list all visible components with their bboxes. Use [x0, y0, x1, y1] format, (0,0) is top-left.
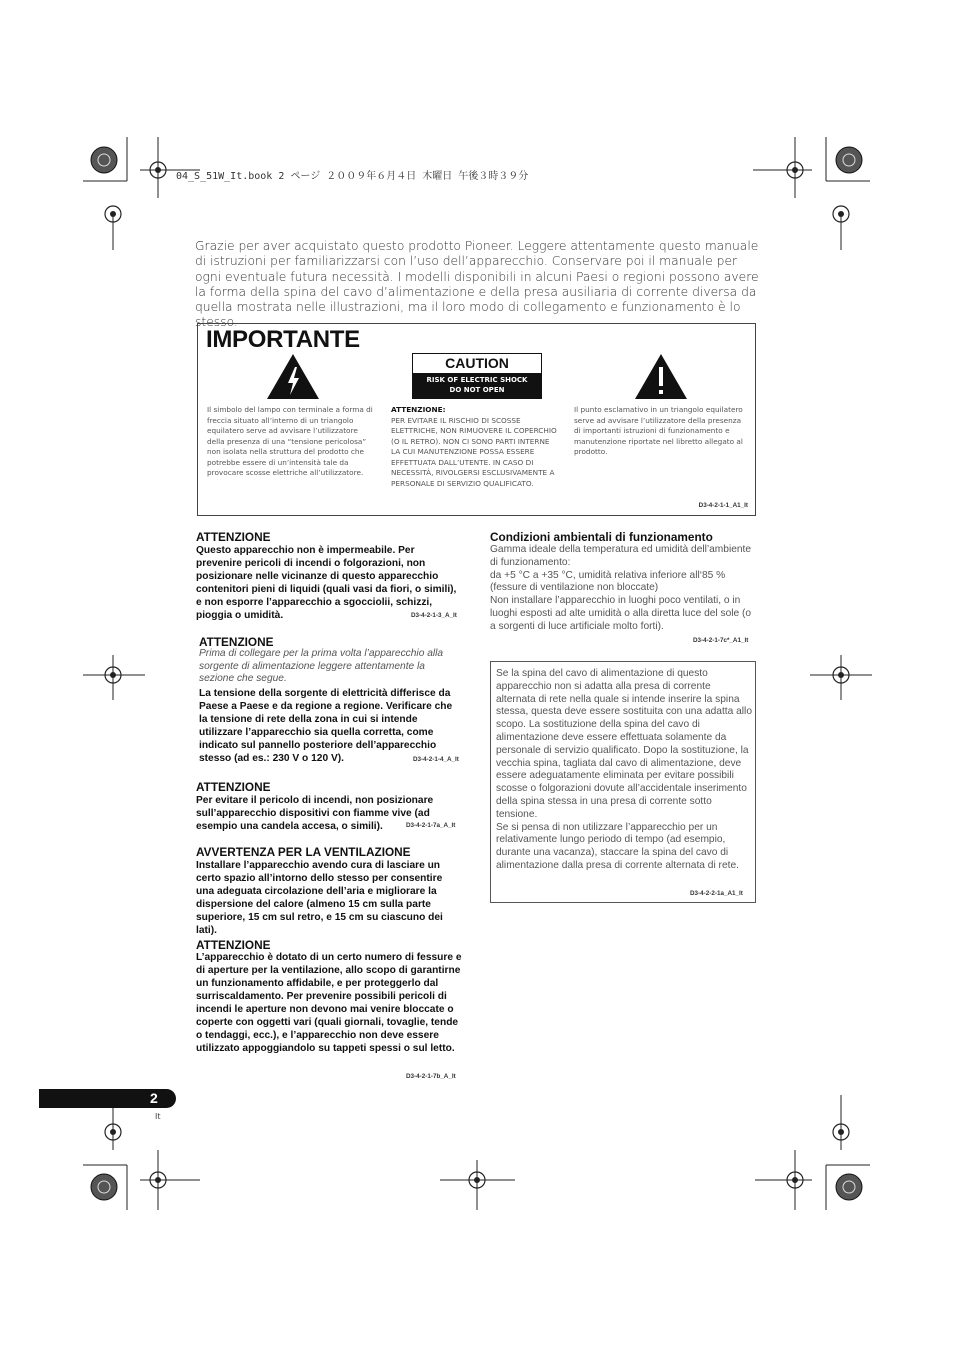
section3-title: ATTENZIONE [196, 780, 271, 794]
attenzione-cover-body: PER EVITARE IL RISCHIO DI SCOSSE ELETTRICHE, NON RIMUOVERE IL COPERCHIO (O IL RETRO). NON CI SONO PARTI INTERNE LA CUI MANUTENZIONE POSSA ESSERE EFFETTUATA DALL’UTENTE. IN CASO DI NECESSITÀ, RIVOLGERSI ESCLUSIVAMENTE A PERSONALE DI SERVIZIO QUALIFICATO. [391, 415, 557, 488]
section2-italic: Prima di collegare per la prima volta l’apparecchio alla sorgente di alimentazione leggere attentamente la sezione che segue. [199, 648, 444, 684]
caution-banner [413, 373, 541, 398]
section5-title: ATTENZIONE [196, 938, 271, 952]
env-body: Gamma ideale della temperatura ed umidità dell’ambiente di funzionamento: da +5 °C a +35 °C, umidità relativa inferiore all‘85 % (fessure di ventilazione non bloccate) Non installare l’apparecchio in luoghi poco ventilati, o in luoghi esposti ad alte umidità o alla diretta luce del sole (o a sorgenti di luce artificiale molto forti). [490, 544, 752, 632]
section1-title: ATTENZIONE [196, 530, 271, 544]
important-code: D3-4-2-1-1_A1_It [698, 502, 748, 509]
page-number: 2 [150, 1090, 158, 1106]
section3-code: D3-4-2-1-7a_A_It [406, 822, 456, 829]
language-code: It [155, 1112, 161, 1121]
section5-body: L’apparecchio è dotato di un certo numero di fessure e di aperture per la ventilazione, allo scopo di garantirne un funzionamento affidabile, e per proteggerlo dal surriscaldamento. Per prevenire possibili pericoli di incendi le aperture non devono mai venire bloccate o coperte con oggetti vari (quali giornali, tovaglie, tende o tendaggi, ecc.), e l’apparecchio non deve essere utilizzato appoggiandolo su tappeti spessi o sul letto. [196, 952, 462, 1054]
caution-label: CAUTION [445, 355, 509, 371]
section5-code: D3-4-2-1-7b_A_It [406, 1073, 456, 1080]
section2-code: D3-4-2-1-4_A_It [413, 756, 459, 763]
section3-body: Per evitare il pericolo di incendi, non posizionare sull’apparecchio dispositivi con fiamme vive (ad esempio una candela accesa, o simili). [196, 795, 434, 832]
env-code: D3-4-2-1-7c*_A1_It [693, 637, 749, 644]
section4-body: Installare l’apparecchio avendo cura di lasciare un certo spazio all’intorno dello stesso per consentire una adeguata circolazione dell’aria e migliorare la dispersione del calore (almeno 15 cm sulla parte superiore, 15 cm sul retro, e 15 cm su ciascuno dei lati). [196, 860, 443, 936]
plug-notice-body: Se la spina del cavo di alimentazione di questo apparecchio non si adatta alla presa di corrente alternata di rete nella quale si intende inserire la spina stessa, questa deve essere sostituita con una adatta allo scopo. La sostituzione della spina del cavo di alimentazione deve essere effettuata solamente da personale di servizio qualificato. Dopo la sostituzione, la vecchia spina, tagliata dal cavo di alimentazione, deve essere adeguatamente eliminata per evitare possibili scosse o folgorazioni dovute all’accidentale inserimento della spina stessa in una presa di corrente sotto tensione. Se si pensa di non utilizzare l’apparecchio per un relativamente lungo periodo di tempo (ad esempio, durante una vacanza), staccare la spina del cavo di alimentazione dalla presa di corrente alternata di rete. [496, 668, 752, 871]
intro-paragraph: Grazie per aver acquistato questo prodotto Pioneer. Leggere attentamente questo manuale di istruzioni per familiarizzarsi con l’uso dell’apparecchio. Conservare poi il manuale per ogni eventuale futura necessità. I modelli disponibili in alcuni Paesi o regioni possono avere la forma della spina del cavo d’alimentazione e della presa ausiliaria di corrente diversa da quella mostrata nelle illustrazioni, ma il loro modo di collegamento e funzionamento è lo stesso. [195, 239, 759, 330]
plug-notice-code: D3-4-2-2-1a_A1_It [690, 890, 743, 897]
lightning-symbol-text: Il simbolo del lampo con terminale a forma di freccia situato all’interno di un triangolo equilatero serve ad avvisare l’utilizzatore della presenza di una “tensione pericolosa” non isolata nella struttura del prodotto che potrebbe essere di un’intensità tale da provocare scosse elettriche all’utilizzatore. [207, 405, 373, 477]
exclamation-warning-icon [634, 353, 688, 400]
section1-body: Questo apparecchio non è impermeabile. Per prevenire pericoli di incendi o folgorazioni, non posizionare nelle vicinanze di questo apparecchio contenitori pieni di liquidi (quali vasi da fiori, o simili), e non esporre l’apparecchio a sgocciolii, schizzi, pioggia o umidità. [196, 545, 457, 621]
section1-code: D3-4-2-1-3_A_It [411, 612, 457, 619]
lightning-warning-icon [266, 353, 320, 400]
section4-title: AVVERTENZA PER LA VENTILAZIONE [196, 845, 411, 859]
section2-body: La tensione della sorgente di elettricità differisce da Paese a Paese e da regione a regione. Verificare che la tensione di rete della zona in cui si intende utilizzare l’apparecchio sia quella corretta, come indicato sul pannello posteriore dell’apparecchio stesso (ad es.: 230 V o 120 V). [199, 688, 453, 764]
book-header-line: 04_S_51W_It.book 2 ページ ２００９年６月４日 木曜日 午後３時３９分 [176, 171, 529, 182]
caution-label-box [412, 353, 542, 399]
exclamation-symbol-text: Il punto esclamativo in un triangolo equilatero serve ad avvisare l’utilizzatore della presenza di importanti istruzioni di funzionamento e manutenzione riportate nel libretto allegato al prodotto. [574, 405, 743, 456]
attenzione-cover-text [391, 405, 561, 489]
env-title: Condizioni ambientali di funzionamento [490, 530, 713, 544]
caution-line-1: RISK OF ELECTRIC SHOCK [426, 376, 528, 384]
section2-title: ATTENZIONE [199, 635, 274, 649]
attenzione-cover-heading: ATTENZIONE: [391, 405, 446, 414]
important-title: IMPORTANTE [206, 326, 360, 353]
caution-line-2: DO NOT OPEN [449, 385, 505, 394]
